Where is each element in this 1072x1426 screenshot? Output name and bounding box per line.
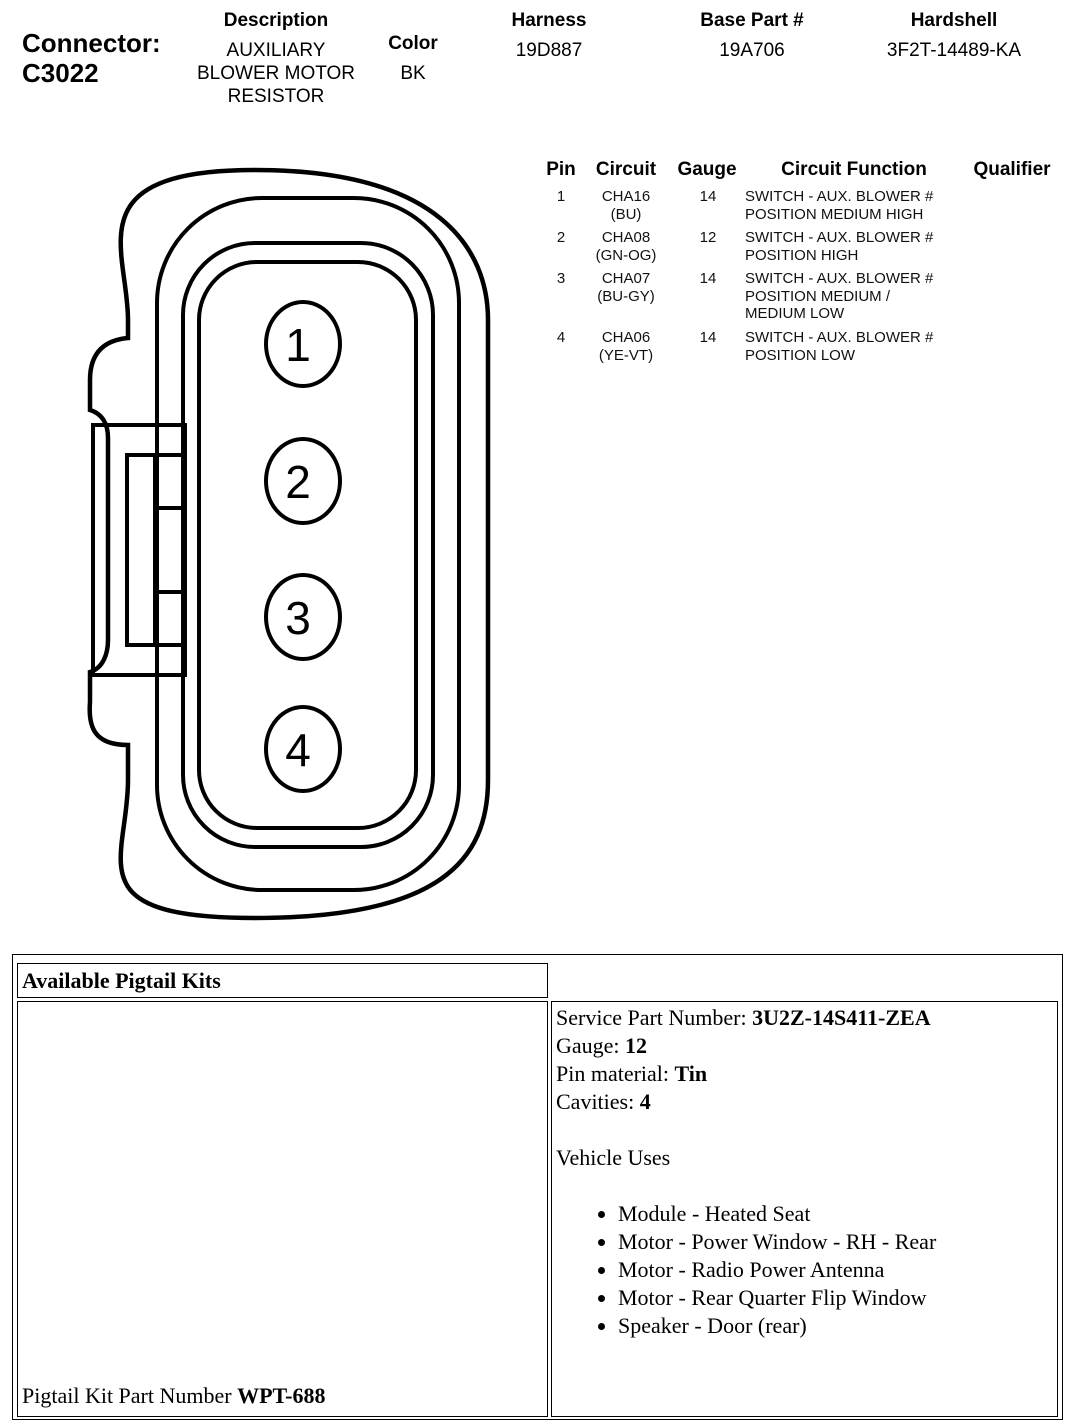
pigtail-gauge <box>556 1032 1057 1060</box>
cavities-label: Cavities: <box>556 1089 640 1114</box>
pin-number: 2 <box>556 229 566 246</box>
circuit-id: CHA16 <box>601 188 651 205</box>
hardshell-value: 3F2T-14489-KA <box>886 40 1022 61</box>
vehicle-use-item: • Speaker - Door (rear) <box>618 1312 1057 1340</box>
function-line: POSITION MEDIUM HIGH <box>745 205 924 223</box>
pin-2-label: 2 <box>285 456 311 508</box>
connector-face-diagram <box>70 160 510 930</box>
vehicle-uses-list <box>556 1200 1057 1340</box>
circuit-code <box>586 329 666 364</box>
function-line: SWITCH - AUX. BLOWER # <box>745 229 934 246</box>
pigtail-kit-part-number: WPT-688 <box>237 1383 326 1408</box>
circuit-color: (BU) <box>610 205 642 223</box>
pigtail-title-cell <box>17 963 548 998</box>
base-part-heading: Base Part # <box>700 10 804 31</box>
pigtail-gauge-value: 12 <box>625 1033 648 1058</box>
pigtail-kit-part-label: Pigtail Kit Part Number <box>22 1383 238 1408</box>
pin-material <box>556 1060 1057 1088</box>
connector-label: Connector: <box>22 28 161 58</box>
connector-header <box>22 28 161 88</box>
cavities <box>556 1088 1057 1116</box>
function-line: SWITCH - AUX. BLOWER # <box>745 270 934 287</box>
circuit-id: CHA07 <box>601 270 651 287</box>
circuit-id: CHA08 <box>601 229 651 246</box>
pin-4-label: 4 <box>285 724 311 776</box>
gauge-value: 14 <box>699 188 717 205</box>
circuit-function <box>745 188 960 223</box>
pigtail-gauge-label: Gauge: <box>556 1033 626 1058</box>
gauge-value: 14 <box>699 270 717 287</box>
service-part-value: 3U2Z-14S411-ZEA <box>752 1005 931 1030</box>
pigtail-title: Available Pigtail Kits <box>22 968 221 993</box>
description-heading: Description <box>223 10 329 31</box>
circuit-function-column-header: Circuit Function <box>781 159 927 180</box>
circuit-function <box>745 270 960 323</box>
pin-number: 4 <box>556 329 566 346</box>
service-part-label: Service Part Number: <box>556 1005 753 1030</box>
circuit-color: (GN-OG) <box>595 246 657 264</box>
circuit-column-header: Circuit <box>595 159 657 180</box>
gauge-column-header: Gauge <box>677 159 737 180</box>
circuit-function <box>745 329 960 364</box>
vehicle-use-item: • Motor - Rear Quarter Flip Window <box>618 1284 1057 1312</box>
function-line: SWITCH - AUX. BLOWER # <box>745 188 934 205</box>
circuit-code <box>586 270 666 305</box>
pigtail-details-cell <box>551 1001 1058 1417</box>
base-part-value: 19A706 <box>719 40 785 61</box>
color-heading: Color <box>388 33 438 54</box>
pin-number: 1 <box>556 188 566 205</box>
connector-id: C3022 <box>22 58 99 88</box>
circuit-color: (BU-GY) <box>597 287 655 305</box>
cavities-value: 4 <box>639 1089 651 1114</box>
harness-value: 19D887 <box>515 40 583 61</box>
pin-1-label: 1 <box>285 319 311 371</box>
service-part-number <box>556 1004 1057 1032</box>
circuit-function <box>745 229 960 264</box>
pin-3-label: 3 <box>285 592 311 644</box>
function-line: POSITION LOW <box>745 346 856 364</box>
color-value: BK <box>400 63 426 84</box>
gauge-value: 14 <box>699 329 717 346</box>
description-line: RESISTOR <box>227 86 325 107</box>
function-line: POSITION MEDIUM / <box>745 287 891 305</box>
function-line: MEDIUM LOW <box>745 305 845 322</box>
hardshell-heading: Hardshell <box>910 10 998 31</box>
circuit-id: CHA06 <box>601 329 651 346</box>
description-line: BLOWER MOTOR <box>197 63 355 84</box>
pigtail-kit-part <box>22 1382 326 1410</box>
function-line: SWITCH - AUX. BLOWER # <box>745 329 934 346</box>
vehicle-use-item: • Motor - Radio Power Antenna <box>618 1256 1057 1284</box>
pin-material-label: Pin material: <box>556 1061 675 1086</box>
description-value <box>176 39 376 108</box>
gauge-value: 12 <box>699 229 717 246</box>
circuit-color: (YE-VT) <box>598 346 654 364</box>
vehicle-use-item: • Motor - Power Window - RH - Rear <box>618 1228 1057 1256</box>
harness-heading: Harness <box>511 10 587 31</box>
circuit-code <box>586 229 666 264</box>
pigtail-image-cell <box>17 1001 548 1417</box>
description-line: AUXILIARY <box>226 40 326 61</box>
pin-column-header: Pin <box>546 159 576 180</box>
circuit-code <box>586 188 666 223</box>
qualifier-column-header: Qualifier <box>973 159 1051 180</box>
pin-number: 3 <box>556 270 566 287</box>
vehicle-uses-heading: Vehicle Uses <box>556 1145 671 1170</box>
vehicle-use-item: • Module - Heated Seat <box>618 1200 1057 1228</box>
function-line: POSITION HIGH <box>745 246 859 264</box>
pin-material-value: Tin <box>674 1061 708 1086</box>
